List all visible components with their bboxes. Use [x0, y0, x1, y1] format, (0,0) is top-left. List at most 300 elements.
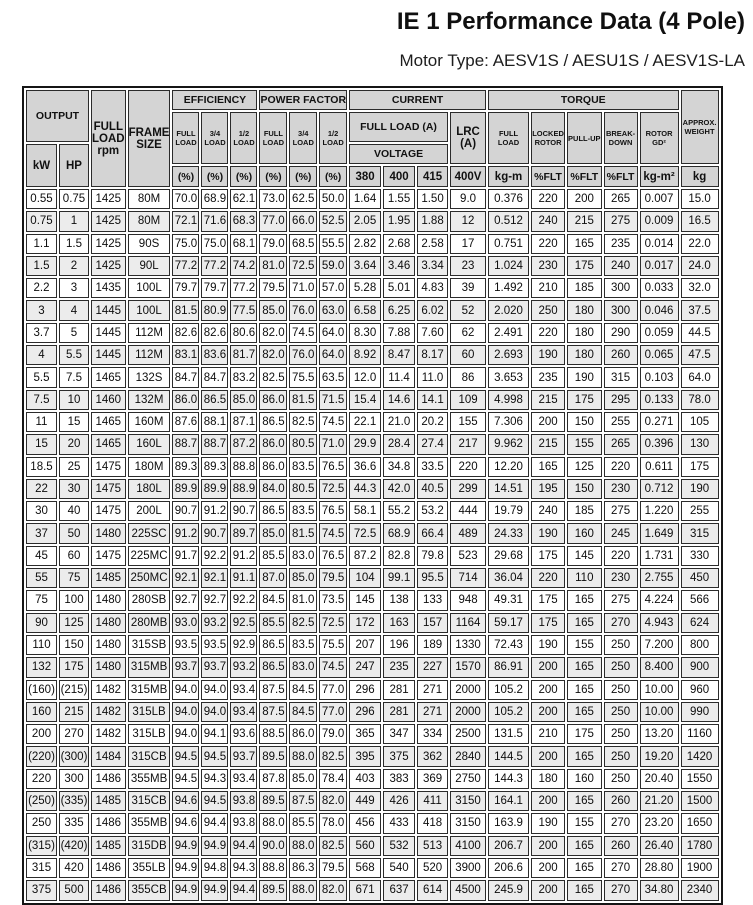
- cell: 74.5: [319, 523, 347, 543]
- cell: 90.7: [230, 501, 257, 521]
- cell: 1475: [91, 546, 126, 566]
- cell: 165: [567, 880, 602, 900]
- cell: 62.1: [230, 189, 257, 209]
- cell: 255: [604, 412, 638, 432]
- cell: 132M: [128, 390, 171, 410]
- cell: (300): [59, 746, 89, 766]
- cell: 80.9: [201, 300, 228, 320]
- cell: (215): [59, 680, 89, 700]
- cell: 624: [681, 613, 719, 633]
- cell: 255: [681, 501, 719, 521]
- cell: 250: [604, 769, 638, 789]
- cell: 40.5: [417, 479, 448, 499]
- cell: 15.0: [681, 189, 719, 209]
- table-row: [26, 590, 719, 610]
- cell: 112M: [128, 323, 171, 343]
- cell: 42.0: [383, 479, 415, 499]
- cell: 1.024: [488, 256, 529, 276]
- header-eff-34-pct: (%): [201, 166, 228, 187]
- cell: 60: [59, 546, 89, 566]
- cell: 210: [531, 724, 565, 744]
- cell: 125: [567, 457, 602, 477]
- cell: 52.5: [319, 211, 347, 231]
- cell: 87.1: [230, 412, 257, 432]
- cell: (250): [26, 791, 57, 811]
- cell: 20.40: [640, 769, 679, 789]
- cell: 0.271: [640, 412, 679, 432]
- cell: 150: [567, 479, 602, 499]
- cell: 88.9: [230, 479, 257, 499]
- cell: 217: [450, 434, 486, 454]
- cell: 89.7: [230, 523, 257, 543]
- cell: 85.5: [259, 546, 287, 566]
- cell: 93.2: [201, 613, 228, 633]
- cell: 86.0: [259, 390, 287, 410]
- cell: 1164: [450, 613, 486, 633]
- cell: 7.88: [383, 323, 415, 343]
- cell: 175: [681, 457, 719, 477]
- cell: 87.8: [259, 769, 287, 789]
- cell: 2.68: [383, 234, 415, 254]
- cell: 1425: [91, 211, 126, 231]
- cell: 0.75: [26, 211, 57, 231]
- cell: 165: [567, 836, 602, 856]
- cell: 189: [417, 635, 448, 655]
- cell: 11.4: [383, 367, 415, 387]
- cell: 85.0: [259, 523, 287, 543]
- cell: 60: [450, 345, 486, 365]
- cell: 164.1: [488, 791, 529, 811]
- cell: 18.5: [26, 457, 57, 477]
- cell: 520: [417, 858, 448, 878]
- header-eff-12-pct: (%): [230, 166, 257, 187]
- cell: 7.60: [417, 323, 448, 343]
- cell: 220: [531, 568, 565, 588]
- cell: 418: [417, 813, 448, 833]
- cell: 315CB: [128, 746, 171, 766]
- cell: 34.80: [640, 880, 679, 900]
- cell: 489: [450, 523, 486, 543]
- cell: 180: [567, 323, 602, 343]
- table-row: [26, 769, 719, 789]
- cell: 89.3: [172, 457, 199, 477]
- cell: 64.0: [319, 323, 347, 343]
- cell: 1330: [450, 635, 486, 655]
- cell: 93.4: [230, 769, 257, 789]
- cell: 150: [59, 635, 89, 655]
- cell: 90: [26, 613, 57, 633]
- cell: 2.755: [640, 568, 679, 588]
- cell: 90.7: [201, 523, 228, 543]
- cell: 86.5: [259, 657, 287, 677]
- cell: 295: [604, 390, 638, 410]
- cell: 1465: [91, 367, 126, 387]
- cell: 5: [59, 323, 89, 343]
- cell: 160M: [128, 412, 171, 432]
- cell: 235: [383, 657, 415, 677]
- cell: 1485: [91, 836, 126, 856]
- cell: 94.5: [201, 746, 228, 766]
- cell: 165: [567, 613, 602, 633]
- cell: 34.8: [383, 457, 415, 477]
- cell: 66.0: [289, 211, 317, 231]
- cell: 0.75: [59, 189, 89, 209]
- cell: 0.512: [488, 211, 529, 231]
- cell: 83.1: [172, 345, 199, 365]
- table-row: [26, 657, 719, 677]
- header-eff-12-load: 1/2 LOAD: [230, 112, 257, 164]
- cell: 23.20: [640, 813, 679, 833]
- header-full-load-rpm-line2: LOAD: [92, 132, 125, 145]
- cell: 1.220: [640, 501, 679, 521]
- table-row: [26, 635, 719, 655]
- header-unit-kg-m2: kg-m²: [640, 166, 679, 187]
- table-row: [26, 568, 719, 588]
- cell: 22.0: [681, 234, 719, 254]
- cell: 230: [531, 256, 565, 276]
- cell: 15: [59, 412, 89, 432]
- cell: 71.5: [319, 390, 347, 410]
- cell: 0.55: [26, 189, 57, 209]
- cell: 247: [349, 657, 381, 677]
- cell: 133: [417, 590, 448, 610]
- cell: 75: [26, 590, 57, 610]
- cell: 91.2: [230, 546, 257, 566]
- cell: 94.0: [172, 680, 199, 700]
- header-eff-full-pct: (%): [172, 166, 199, 187]
- cell: (160): [26, 680, 57, 700]
- cell: 155: [567, 434, 602, 454]
- header-rpm: rpm: [97, 144, 120, 157]
- table-row: [26, 479, 719, 499]
- cell: 94.4: [230, 836, 257, 856]
- header-lrc: LRC (A): [450, 112, 486, 164]
- cell: 220: [450, 457, 486, 477]
- cell: 94.9: [172, 836, 199, 856]
- cell: (335): [59, 791, 89, 811]
- cell: 299: [450, 479, 486, 499]
- cell: 165: [567, 590, 602, 610]
- cell: 93.7: [172, 657, 199, 677]
- cell: 206.7: [488, 836, 529, 856]
- cell: 12.0: [349, 367, 381, 387]
- cell: 131.5: [488, 724, 529, 744]
- cell: 260: [604, 345, 638, 365]
- cell: 94.6: [172, 791, 199, 811]
- cell: 250: [604, 635, 638, 655]
- cell: 215: [59, 702, 89, 722]
- cell: 8.400: [640, 657, 679, 677]
- cell: 500: [59, 880, 89, 900]
- cell: 375: [26, 880, 57, 900]
- cell: 1.95: [383, 211, 415, 231]
- cell: 88.8: [259, 858, 287, 878]
- cell: 88.7: [201, 434, 228, 454]
- cell: 200: [531, 657, 565, 677]
- cell: 76.5: [319, 546, 347, 566]
- cell: 2000: [450, 702, 486, 722]
- header-unit-kg-m: kg-m: [488, 166, 529, 187]
- cell: 1475: [91, 457, 126, 477]
- cell: 68.9: [201, 189, 228, 209]
- cell: 20: [59, 434, 89, 454]
- cell: 22: [26, 479, 57, 499]
- cell: 82.8: [383, 546, 415, 566]
- cell: 90L: [128, 256, 171, 276]
- cell: 72.43: [488, 635, 529, 655]
- cell: 5.28: [349, 278, 381, 298]
- table-row: [26, 345, 719, 365]
- cell: 86.3: [289, 858, 317, 878]
- cell: 200: [26, 724, 57, 744]
- header-eff-full-load: FULL LOAD: [172, 112, 199, 164]
- table-row: [26, 613, 719, 633]
- header-pf-full-load: FULL LOAD: [259, 112, 287, 164]
- cell: 94.0: [201, 680, 228, 700]
- cell: 3.46: [383, 256, 415, 276]
- cell: 94.3: [230, 858, 257, 878]
- cell: 1485: [91, 568, 126, 588]
- cell: 92.1: [201, 568, 228, 588]
- table-row: [26, 323, 719, 343]
- cell: 180: [567, 300, 602, 320]
- cell: 72.5: [319, 479, 347, 499]
- table-row: [26, 457, 719, 477]
- cell: 315MB: [128, 657, 171, 677]
- cell: 85.0: [230, 390, 257, 410]
- cell: 1465: [91, 412, 126, 432]
- cell: 68.5: [289, 234, 317, 254]
- cell: 0.103: [640, 367, 679, 387]
- cell: 637: [383, 880, 415, 900]
- cell: 78.4: [319, 769, 347, 789]
- cell: 444: [450, 501, 486, 521]
- cell: 5.01: [383, 278, 415, 298]
- cell: 185: [567, 501, 602, 521]
- cell: 190: [531, 813, 565, 833]
- header-voltage-380: 380: [349, 166, 381, 187]
- cell: 560: [349, 836, 381, 856]
- cell: 300: [604, 278, 638, 298]
- cell: 94.3: [201, 769, 228, 789]
- cell: (220): [26, 746, 57, 766]
- cell: 948: [450, 590, 486, 610]
- cell: 32.0: [681, 278, 719, 298]
- cell: 230: [604, 568, 638, 588]
- cell: 36.6: [349, 457, 381, 477]
- cell: 0.751: [488, 234, 529, 254]
- cell: 3150: [450, 791, 486, 811]
- cell: 50: [59, 523, 89, 543]
- cell: 275: [604, 590, 638, 610]
- cell: 77.0: [259, 211, 287, 231]
- cell: 84.5: [259, 590, 287, 610]
- cell: 271: [417, 680, 448, 700]
- cell: 144.3: [488, 769, 529, 789]
- cell: 1465: [91, 434, 126, 454]
- cell: 614: [417, 880, 448, 900]
- cell: 426: [383, 791, 415, 811]
- cell: 71.0: [319, 434, 347, 454]
- cell: 0.007: [640, 189, 679, 209]
- table-row: [26, 680, 719, 700]
- cell: 0.059: [640, 323, 679, 343]
- cell: 195: [531, 479, 565, 499]
- cell: 260: [604, 836, 638, 856]
- cell: 72.5: [349, 523, 381, 543]
- cell: 92.2: [230, 590, 257, 610]
- cell: 104: [349, 568, 381, 588]
- cell: 138: [383, 590, 415, 610]
- header-power-factor: POWER FACTOR: [259, 90, 347, 110]
- cell: 190: [531, 345, 565, 365]
- cell: 89.9: [172, 479, 199, 499]
- cell: 275: [604, 501, 638, 521]
- cell: 532: [383, 836, 415, 856]
- cell: 4.224: [640, 590, 679, 610]
- cell: 5.5: [26, 367, 57, 387]
- cell: 3150: [450, 813, 486, 833]
- cell: 281: [383, 702, 415, 722]
- cell: 275: [604, 211, 638, 231]
- cell: 1480: [91, 657, 126, 677]
- header-output: OUTPUT: [26, 90, 89, 142]
- cell: 62: [450, 323, 486, 343]
- cell: 960: [681, 680, 719, 700]
- cell: 58.1: [349, 501, 381, 521]
- cell: 2750: [450, 769, 486, 789]
- cell: 3900: [450, 858, 486, 878]
- cell: 2.05: [349, 211, 381, 231]
- cell: 49.31: [488, 590, 529, 610]
- cell: 84.7: [201, 367, 228, 387]
- cell: 12: [450, 211, 486, 231]
- header-pf-full-pct: (%): [259, 166, 287, 187]
- cell: 200: [531, 880, 565, 900]
- cell: 93.4: [230, 702, 257, 722]
- cell: 83.5: [289, 635, 317, 655]
- cell: 1484: [91, 746, 126, 766]
- cell: 0.065: [640, 345, 679, 365]
- cell: 0.017: [640, 256, 679, 276]
- cell: 1500: [681, 791, 719, 811]
- cell: 362: [417, 746, 448, 766]
- cell: 82.5: [319, 746, 347, 766]
- cell: 12.20: [488, 457, 529, 477]
- table-row: [26, 546, 719, 566]
- cell: 225SC: [128, 523, 171, 543]
- cell: 55.2: [383, 501, 415, 521]
- cell: 300: [604, 300, 638, 320]
- cell: 250: [604, 702, 638, 722]
- cell: 94.8: [201, 858, 228, 878]
- cell: 75.5: [319, 635, 347, 655]
- cell: 130: [681, 434, 719, 454]
- cell: 175: [531, 590, 565, 610]
- cell: 250: [604, 657, 638, 677]
- cell: 175: [567, 390, 602, 410]
- cell: 1425: [91, 256, 126, 276]
- cell: 0.712: [640, 479, 679, 499]
- cell: 82.5: [289, 613, 317, 633]
- cell: 196: [383, 635, 415, 655]
- cell: 72.5: [289, 256, 317, 276]
- cell: 78.0: [681, 390, 719, 410]
- cell: 80.5: [289, 434, 317, 454]
- cell: 62.5: [289, 189, 317, 209]
- cell: 14.51: [488, 479, 529, 499]
- cell: 250: [531, 300, 565, 320]
- cell: 230: [604, 479, 638, 499]
- header-locked-rotor: LOCKED ROTOR: [531, 112, 565, 164]
- cell: 355CB: [128, 880, 171, 900]
- cell: 200: [567, 189, 602, 209]
- cell: 315: [604, 367, 638, 387]
- cell: 71.6: [201, 211, 228, 231]
- cell: 64.0: [319, 345, 347, 365]
- cell: 568: [349, 858, 381, 878]
- cell: 94.6: [172, 813, 199, 833]
- cell: 11: [26, 412, 57, 432]
- cell: 1445: [91, 323, 126, 343]
- cell: 315LB: [128, 724, 171, 744]
- cell: 94.5: [172, 746, 199, 766]
- cell: 200: [531, 858, 565, 878]
- cell: 83.5: [289, 501, 317, 521]
- cell: 17: [450, 234, 486, 254]
- cell: 92.9: [230, 635, 257, 655]
- cell: 290: [604, 323, 638, 343]
- cell: 1480: [91, 590, 126, 610]
- cell: 250: [26, 813, 57, 833]
- header-lrc-400v: 400V: [450, 166, 486, 187]
- cell: 94.9: [172, 858, 199, 878]
- table-row: [26, 836, 719, 856]
- cell: 37: [26, 523, 57, 543]
- cell: 1482: [91, 724, 126, 744]
- cell: 1.55: [383, 189, 415, 209]
- table-body: [26, 189, 719, 901]
- cell: 190: [531, 635, 565, 655]
- cell: 21.20: [640, 791, 679, 811]
- cell: 28.80: [640, 858, 679, 878]
- cell: 75.0: [172, 234, 199, 254]
- cell: 160: [567, 523, 602, 543]
- cell: 81.0: [259, 256, 287, 276]
- cell: 270: [604, 613, 638, 633]
- cell: 450: [681, 568, 719, 588]
- cell: 1475: [91, 479, 126, 499]
- cell: 175: [567, 724, 602, 744]
- cell: 88.7: [172, 434, 199, 454]
- cell: (315): [26, 836, 57, 856]
- header-pf-34-load: 3/4 LOAD: [289, 112, 317, 164]
- cell: 77.2: [172, 256, 199, 276]
- cell: 93.8: [230, 813, 257, 833]
- cell: 3: [26, 300, 57, 320]
- cell: 30: [26, 501, 57, 521]
- cell: 77.5: [230, 300, 257, 320]
- cell: 165: [567, 702, 602, 722]
- table-row: [26, 724, 719, 744]
- table-row: [26, 746, 719, 766]
- cell: 145: [349, 590, 381, 610]
- cell: 1900: [681, 858, 719, 878]
- cell: 250: [604, 746, 638, 766]
- cell: 87.5: [259, 680, 287, 700]
- cell: 39: [450, 278, 486, 298]
- cell: 7.5: [26, 390, 57, 410]
